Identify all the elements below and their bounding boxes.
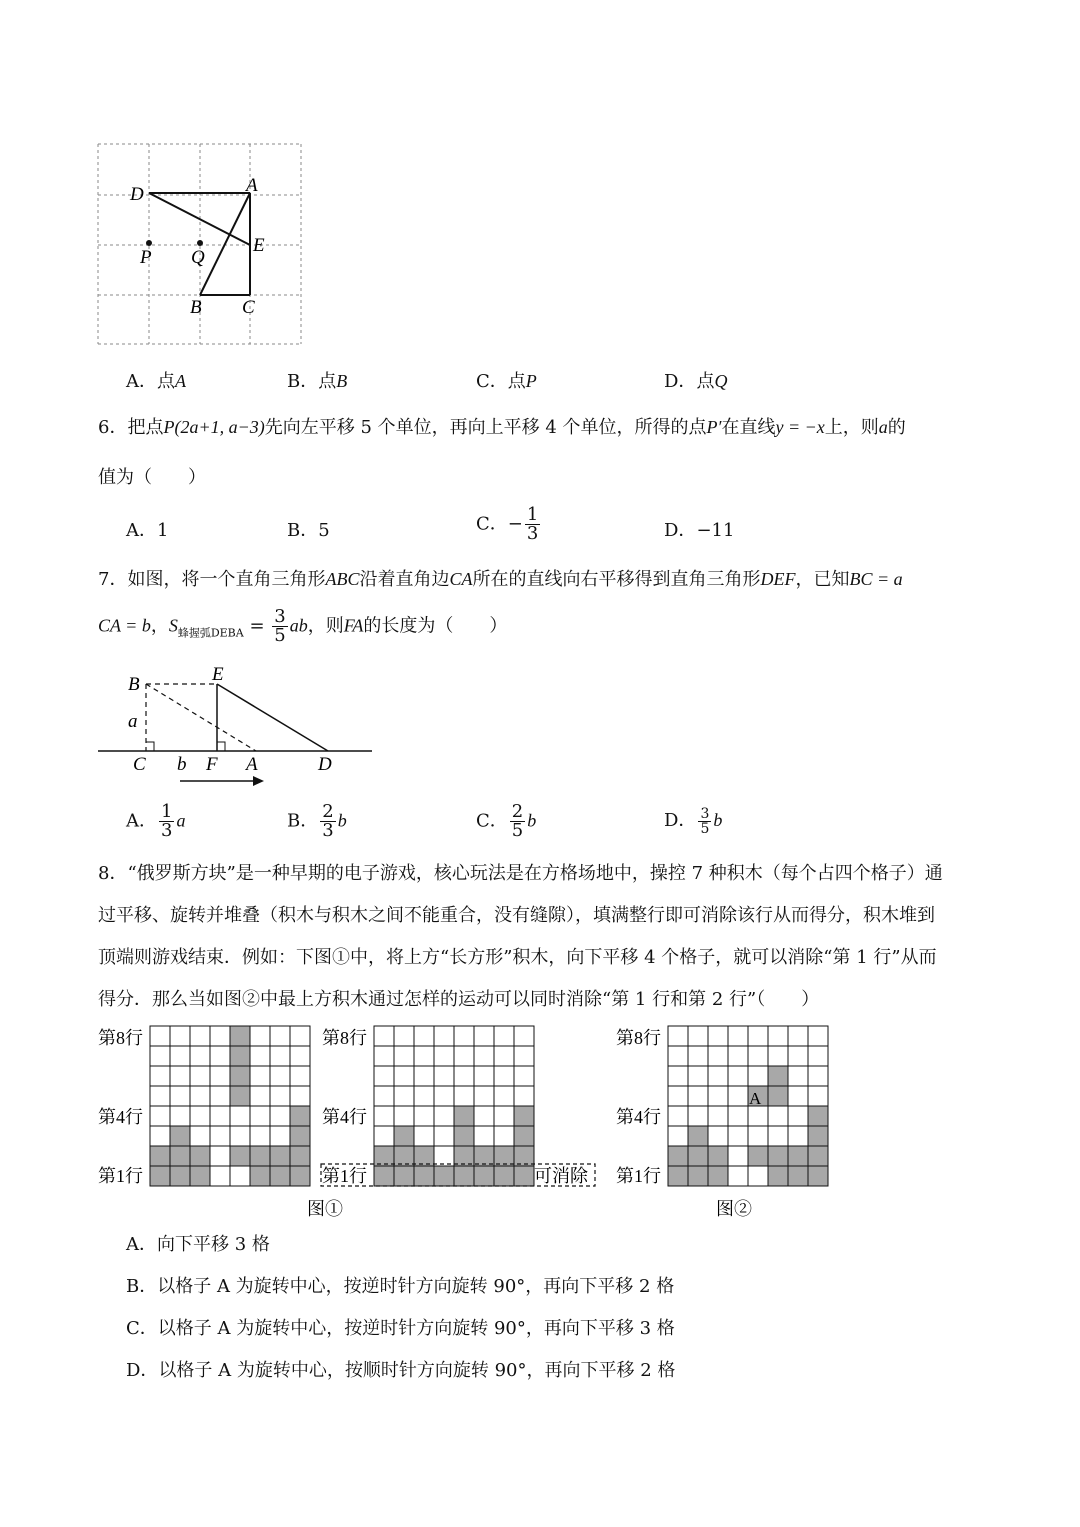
grid-cell	[414, 1046, 434, 1066]
q7-translation-figure	[96, 660, 376, 790]
grid-cell	[250, 1066, 270, 1086]
grid-cell	[230, 1026, 250, 1046]
grid-cell	[494, 1066, 514, 1086]
grid-cell	[230, 1146, 250, 1166]
grid-cell	[474, 1166, 494, 1186]
grid-cell	[394, 1066, 414, 1086]
grid-cell	[434, 1086, 454, 1106]
grid-cell	[290, 1046, 310, 1066]
grid-cell	[190, 1026, 210, 1046]
grid-cell	[230, 1166, 250, 1186]
q5-option-a: A．点A	[126, 371, 186, 392]
grid-cell	[668, 1146, 688, 1166]
grid-cell	[748, 1146, 768, 1166]
grid-cell	[768, 1086, 788, 1106]
q5-grid-figure	[96, 142, 306, 347]
grid-cell	[748, 1126, 768, 1146]
grid-cell	[808, 1086, 828, 1106]
label-a: A	[246, 175, 258, 196]
grid-cell	[454, 1126, 474, 1146]
grid-cell	[150, 1146, 170, 1166]
q8-option-a: A．向下平移 3 格	[126, 1234, 270, 1255]
grid-cell	[434, 1046, 454, 1066]
q8-option-d: D．以格子 A 为旋转中心，按顺时针方向旋转 90°，再向下平移 2 格	[126, 1360, 676, 1381]
grid-cell	[414, 1026, 434, 1046]
grid-cell	[150, 1046, 170, 1066]
grid-cell	[788, 1066, 808, 1086]
grid-cell	[454, 1046, 474, 1066]
grid-cell	[474, 1066, 494, 1086]
grid-cell	[728, 1086, 748, 1106]
grid-cell	[454, 1026, 474, 1046]
point-q-dot	[197, 240, 203, 246]
grid-cell	[748, 1046, 768, 1066]
q7-label-f: F	[206, 754, 218, 775]
grid-cell	[768, 1106, 788, 1126]
q8-option-c: C．以格子 A 为旋转中心，按逆时针方向旋转 90°，再向下平移 3 格	[126, 1318, 675, 1339]
grid-cell	[668, 1166, 688, 1186]
grid-cell	[210, 1086, 230, 1106]
q7-stem-line2: CA = b，$S_{蜂握弧DEBA}$ = $\frac{3}{5}$ ab，则FA的长度为（ ）	[98, 606, 508, 646]
grid-cell	[414, 1166, 434, 1186]
grid-cell	[788, 1126, 808, 1146]
label-e: E	[253, 235, 265, 256]
grid-cell	[514, 1066, 534, 1086]
grid-cell	[170, 1026, 190, 1046]
grid-cell	[170, 1086, 190, 1106]
grid-cell	[454, 1086, 474, 1106]
g2-row4-label: 第4行	[616, 1107, 661, 1127]
grid-cell	[688, 1086, 708, 1106]
grid-cell	[494, 1026, 514, 1046]
grid-cell	[808, 1046, 828, 1066]
grid-cell	[150, 1066, 170, 1086]
q8-stem-line3: 顶端则游戏结束．例如：下图①中，将上方“长方形”积木，向下平移 4 个格子，就可以消除“第 1 行”从而	[98, 947, 937, 968]
grid-cell	[250, 1146, 270, 1166]
grid-cell	[668, 1126, 688, 1146]
grid-cell	[474, 1046, 494, 1066]
q6-stem-line2: 值为（ ）	[98, 467, 206, 488]
grid-cell	[434, 1066, 454, 1086]
grid-cell	[394, 1146, 414, 1166]
grid-cell	[270, 1026, 290, 1046]
grid-cell	[688, 1106, 708, 1126]
label-d: D	[130, 184, 144, 205]
g1-row4-label: 第4行	[98, 1107, 143, 1127]
grid-cell	[688, 1046, 708, 1066]
grid-cell	[414, 1106, 434, 1126]
grid-cell	[434, 1146, 454, 1166]
tetris-grid-1	[150, 1026, 310, 1186]
grid-cell	[514, 1046, 534, 1066]
q7-stem-line1: 7．如图，将一个直角三角形ABC沿着直角边CA所在的直线向右平移得到直角三角形DEF，已知BC = a	[98, 569, 903, 590]
grid-cell	[708, 1146, 728, 1166]
label-q: Q	[191, 247, 205, 268]
grid-cell	[788, 1146, 808, 1166]
grid-cell	[414, 1146, 434, 1166]
grid-cell	[394, 1126, 414, 1146]
q7-option-a: A． $\frac{1}{3}$ a	[126, 801, 186, 841]
grid-cell	[708, 1126, 728, 1146]
grid-cell	[210, 1066, 230, 1086]
grid-cell	[374, 1166, 394, 1186]
gm-row4-label: 第4行	[322, 1107, 367, 1127]
g2-row8-label: 第8行	[616, 1028, 661, 1048]
grid-cell	[788, 1046, 808, 1066]
grid-cell	[768, 1166, 788, 1186]
q7-label-b: B	[128, 674, 140, 695]
grid-cell	[474, 1106, 494, 1126]
grid-cell	[150, 1166, 170, 1186]
grid-cell	[414, 1126, 434, 1146]
grid-cell	[688, 1166, 708, 1186]
grid-cell	[434, 1126, 454, 1146]
grid-cell	[768, 1126, 788, 1146]
gm-clear-label: 第1行	[322, 1166, 367, 1186]
grid-cell	[190, 1086, 210, 1106]
grid-cell	[170, 1066, 190, 1086]
grid-cell	[250, 1046, 270, 1066]
grid-cell	[270, 1146, 290, 1166]
grid-cell	[290, 1026, 310, 1046]
grid-cell	[190, 1066, 210, 1086]
grid-cell	[748, 1166, 768, 1186]
label-b: B	[190, 297, 202, 318]
grid-cell	[394, 1026, 414, 1046]
grid-cell	[290, 1146, 310, 1166]
grid-cell	[494, 1126, 514, 1146]
grid-cell	[250, 1106, 270, 1126]
grid-cell	[728, 1126, 748, 1146]
grid-cell	[454, 1166, 474, 1186]
grid-cell	[150, 1026, 170, 1046]
q5-option-b: B．点B	[287, 371, 348, 392]
grid-cell	[808, 1146, 828, 1166]
grid-cell	[230, 1086, 250, 1106]
q7-label-b-side: b	[177, 754, 187, 775]
grid-cell	[788, 1106, 808, 1126]
grid-cell	[170, 1106, 190, 1126]
grid-cell	[788, 1026, 808, 1046]
q7-option-d: D． $\frac{3}{5}$ b	[664, 805, 723, 837]
grid-cell	[494, 1046, 514, 1066]
grid-cell	[668, 1106, 688, 1126]
grid-cell	[394, 1086, 414, 1106]
grid-cell	[270, 1046, 290, 1066]
g1-row1-label: 第1行	[98, 1166, 143, 1186]
grid-cell	[250, 1026, 270, 1046]
grid-cell	[728, 1046, 748, 1066]
grid-cell	[374, 1046, 394, 1066]
gm-row8-label: 第8行	[322, 1028, 367, 1048]
grid-cell	[514, 1166, 534, 1186]
grid-cell	[708, 1086, 728, 1106]
grid-cell	[688, 1126, 708, 1146]
grid-cell	[150, 1086, 170, 1106]
g1-row8-label: 第8行	[98, 1028, 143, 1048]
grid-cell	[788, 1086, 808, 1106]
grid-cell	[290, 1166, 310, 1186]
grid-cell	[210, 1026, 230, 1046]
grid-cell	[514, 1106, 534, 1126]
grid-cell	[270, 1066, 290, 1086]
grid-cell	[494, 1166, 514, 1186]
q8-stem-line1: 8．“俄罗斯方块”是一种早期的电子游戏，核心玩法是在方格场地中，操控 7 种积木（每个占四个格子）通	[98, 863, 943, 884]
grid-cell	[474, 1086, 494, 1106]
grid-cell	[414, 1086, 434, 1106]
grid-cell	[190, 1046, 210, 1066]
grid-cell	[748, 1066, 768, 1086]
grid-cell	[230, 1046, 250, 1066]
grid-cell	[170, 1126, 190, 1146]
q7-label-a: A	[246, 754, 258, 775]
grid-cell	[474, 1026, 494, 1046]
grid-cell	[394, 1166, 414, 1186]
grid-cell	[290, 1086, 310, 1106]
caption-fig1: 图①	[307, 1199, 343, 1219]
q8-stem-line4: 得分．那么当如图②中最上方积木通过怎样的运动可以同时消除“第 1 行和第 2 行”（ ）	[98, 989, 820, 1010]
q6-option-c: C．− $\frac{1}{3}$	[476, 504, 539, 544]
grid-cell	[688, 1066, 708, 1086]
grid-cell	[210, 1106, 230, 1126]
grid-cell	[474, 1146, 494, 1166]
grid-cell	[394, 1046, 414, 1066]
grid-cell	[788, 1166, 808, 1186]
g2-row1-label: 第1行	[616, 1166, 661, 1186]
grid-cell	[708, 1026, 728, 1046]
grid-cell	[668, 1046, 688, 1066]
grid-cell	[230, 1066, 250, 1086]
grid-cell	[728, 1026, 748, 1046]
grid-cell	[270, 1086, 290, 1106]
grid-cell	[668, 1026, 688, 1046]
caption-fig2: 图②	[716, 1199, 752, 1219]
grid-cell	[514, 1086, 534, 1106]
tetris-grid-middle	[374, 1026, 534, 1186]
grid-cell	[434, 1106, 454, 1126]
grid-cell	[728, 1106, 748, 1126]
grid-cell	[514, 1026, 534, 1046]
q7-label-e: E	[212, 664, 224, 685]
grid-cell	[170, 1046, 190, 1066]
grid-cell	[170, 1166, 190, 1186]
q7-option-b: B． $\frac{2}{3}$ b	[287, 801, 347, 841]
grid-cell	[190, 1126, 210, 1146]
tetris-grid-2	[668, 1026, 828, 1186]
grid-cell	[728, 1166, 748, 1186]
q6-option-b: B．5	[287, 520, 330, 541]
grid-cell	[210, 1146, 230, 1166]
grid-cell	[270, 1166, 290, 1186]
grid-cell	[454, 1146, 474, 1166]
grid-cell	[374, 1026, 394, 1046]
grid-cell	[688, 1146, 708, 1166]
grid-cell	[494, 1106, 514, 1126]
grid-cell	[374, 1106, 394, 1126]
point-p-dot	[146, 240, 152, 246]
grid-cell	[434, 1166, 454, 1186]
grid-cell	[728, 1066, 748, 1086]
grid-cell	[768, 1026, 788, 1046]
grid-cell	[708, 1166, 728, 1186]
grid-cell	[190, 1166, 210, 1186]
grid-cell	[190, 1106, 210, 1126]
grid-cell	[290, 1126, 310, 1146]
grid-cell	[374, 1086, 394, 1106]
grid-cell	[210, 1166, 230, 1186]
grid-cell	[494, 1146, 514, 1166]
q7-label-a-side: a	[128, 711, 138, 732]
grid-cell	[414, 1066, 434, 1086]
grid-cell	[474, 1126, 494, 1146]
grid-cell	[374, 1146, 394, 1166]
label-p: P	[140, 247, 152, 268]
grid-cell	[374, 1126, 394, 1146]
q6-option-d: D．−11	[664, 520, 735, 541]
grid-cell	[708, 1046, 728, 1066]
grid-cell	[250, 1086, 270, 1106]
grid-cell	[190, 1146, 210, 1166]
q8-tetris-figures	[96, 1020, 836, 1225]
q7-label-c: C	[133, 754, 146, 775]
grid-cell	[768, 1066, 788, 1086]
grid-cell	[250, 1126, 270, 1146]
q7-label-d: D	[318, 754, 332, 775]
grid-cell	[170, 1146, 190, 1166]
q5-option-c: C．点P	[476, 371, 537, 392]
grid-cell	[270, 1106, 290, 1126]
q5-option-d: D．点Q	[664, 371, 728, 392]
label-c: C	[242, 297, 255, 318]
grid-cell	[210, 1046, 230, 1066]
grid-cell	[270, 1126, 290, 1146]
grid-cell	[768, 1146, 788, 1166]
grid-cell	[150, 1126, 170, 1146]
grid-cell	[668, 1066, 688, 1086]
grid-cell	[808, 1066, 828, 1086]
grid-cell	[230, 1106, 250, 1126]
grid-cell	[374, 1066, 394, 1086]
grid-cell	[688, 1026, 708, 1046]
grid-cell	[290, 1106, 310, 1126]
grid-cell	[514, 1146, 534, 1166]
grid-cell	[768, 1046, 788, 1066]
grid-cell	[150, 1106, 170, 1126]
grid-cell	[748, 1106, 768, 1126]
grid-cell	[708, 1066, 728, 1086]
grid-cell	[668, 1086, 688, 1106]
grid-cell	[210, 1126, 230, 1146]
grid-cell	[748, 1026, 768, 1046]
grid-cell	[728, 1146, 748, 1166]
grid-cell	[454, 1106, 474, 1126]
grid-cell	[290, 1066, 310, 1086]
grid-cell	[808, 1126, 828, 1146]
gm-clear-suffix: 可消除	[534, 1166, 588, 1186]
grid-cell	[808, 1106, 828, 1126]
grid-cell	[494, 1086, 514, 1106]
grid-cell	[808, 1166, 828, 1186]
grid-cell	[514, 1126, 534, 1146]
grid-cell	[230, 1126, 250, 1146]
q6-stem-line1: 6．把点P(2a+1, a−3)先向左平移 5 个单位，再向上平移 4 个单位，所得的点P′在直线y = −x上，则a的	[98, 417, 906, 438]
q8-option-b: B．以格子 A 为旋转中心，按逆时针方向旋转 90°，再向下平移 2 格	[126, 1276, 675, 1297]
grid-cell	[454, 1066, 474, 1086]
cell-a-label: A	[749, 1089, 762, 1108]
q7-option-c: C． $\frac{2}{5}$ b	[476, 801, 537, 841]
grid-cell	[708, 1106, 728, 1126]
grid-cell	[434, 1026, 454, 1046]
grid-cell	[394, 1106, 414, 1126]
grid-cell	[808, 1026, 828, 1046]
q8-stem-line2: 过平移、旋转并堆叠（积木与积木之间不能重合，没有缝隙），填满整行即可消除该行从而得分，积木堆到	[98, 905, 935, 926]
q6-option-a: A．1	[126, 520, 169, 541]
grid-cell	[250, 1166, 270, 1186]
